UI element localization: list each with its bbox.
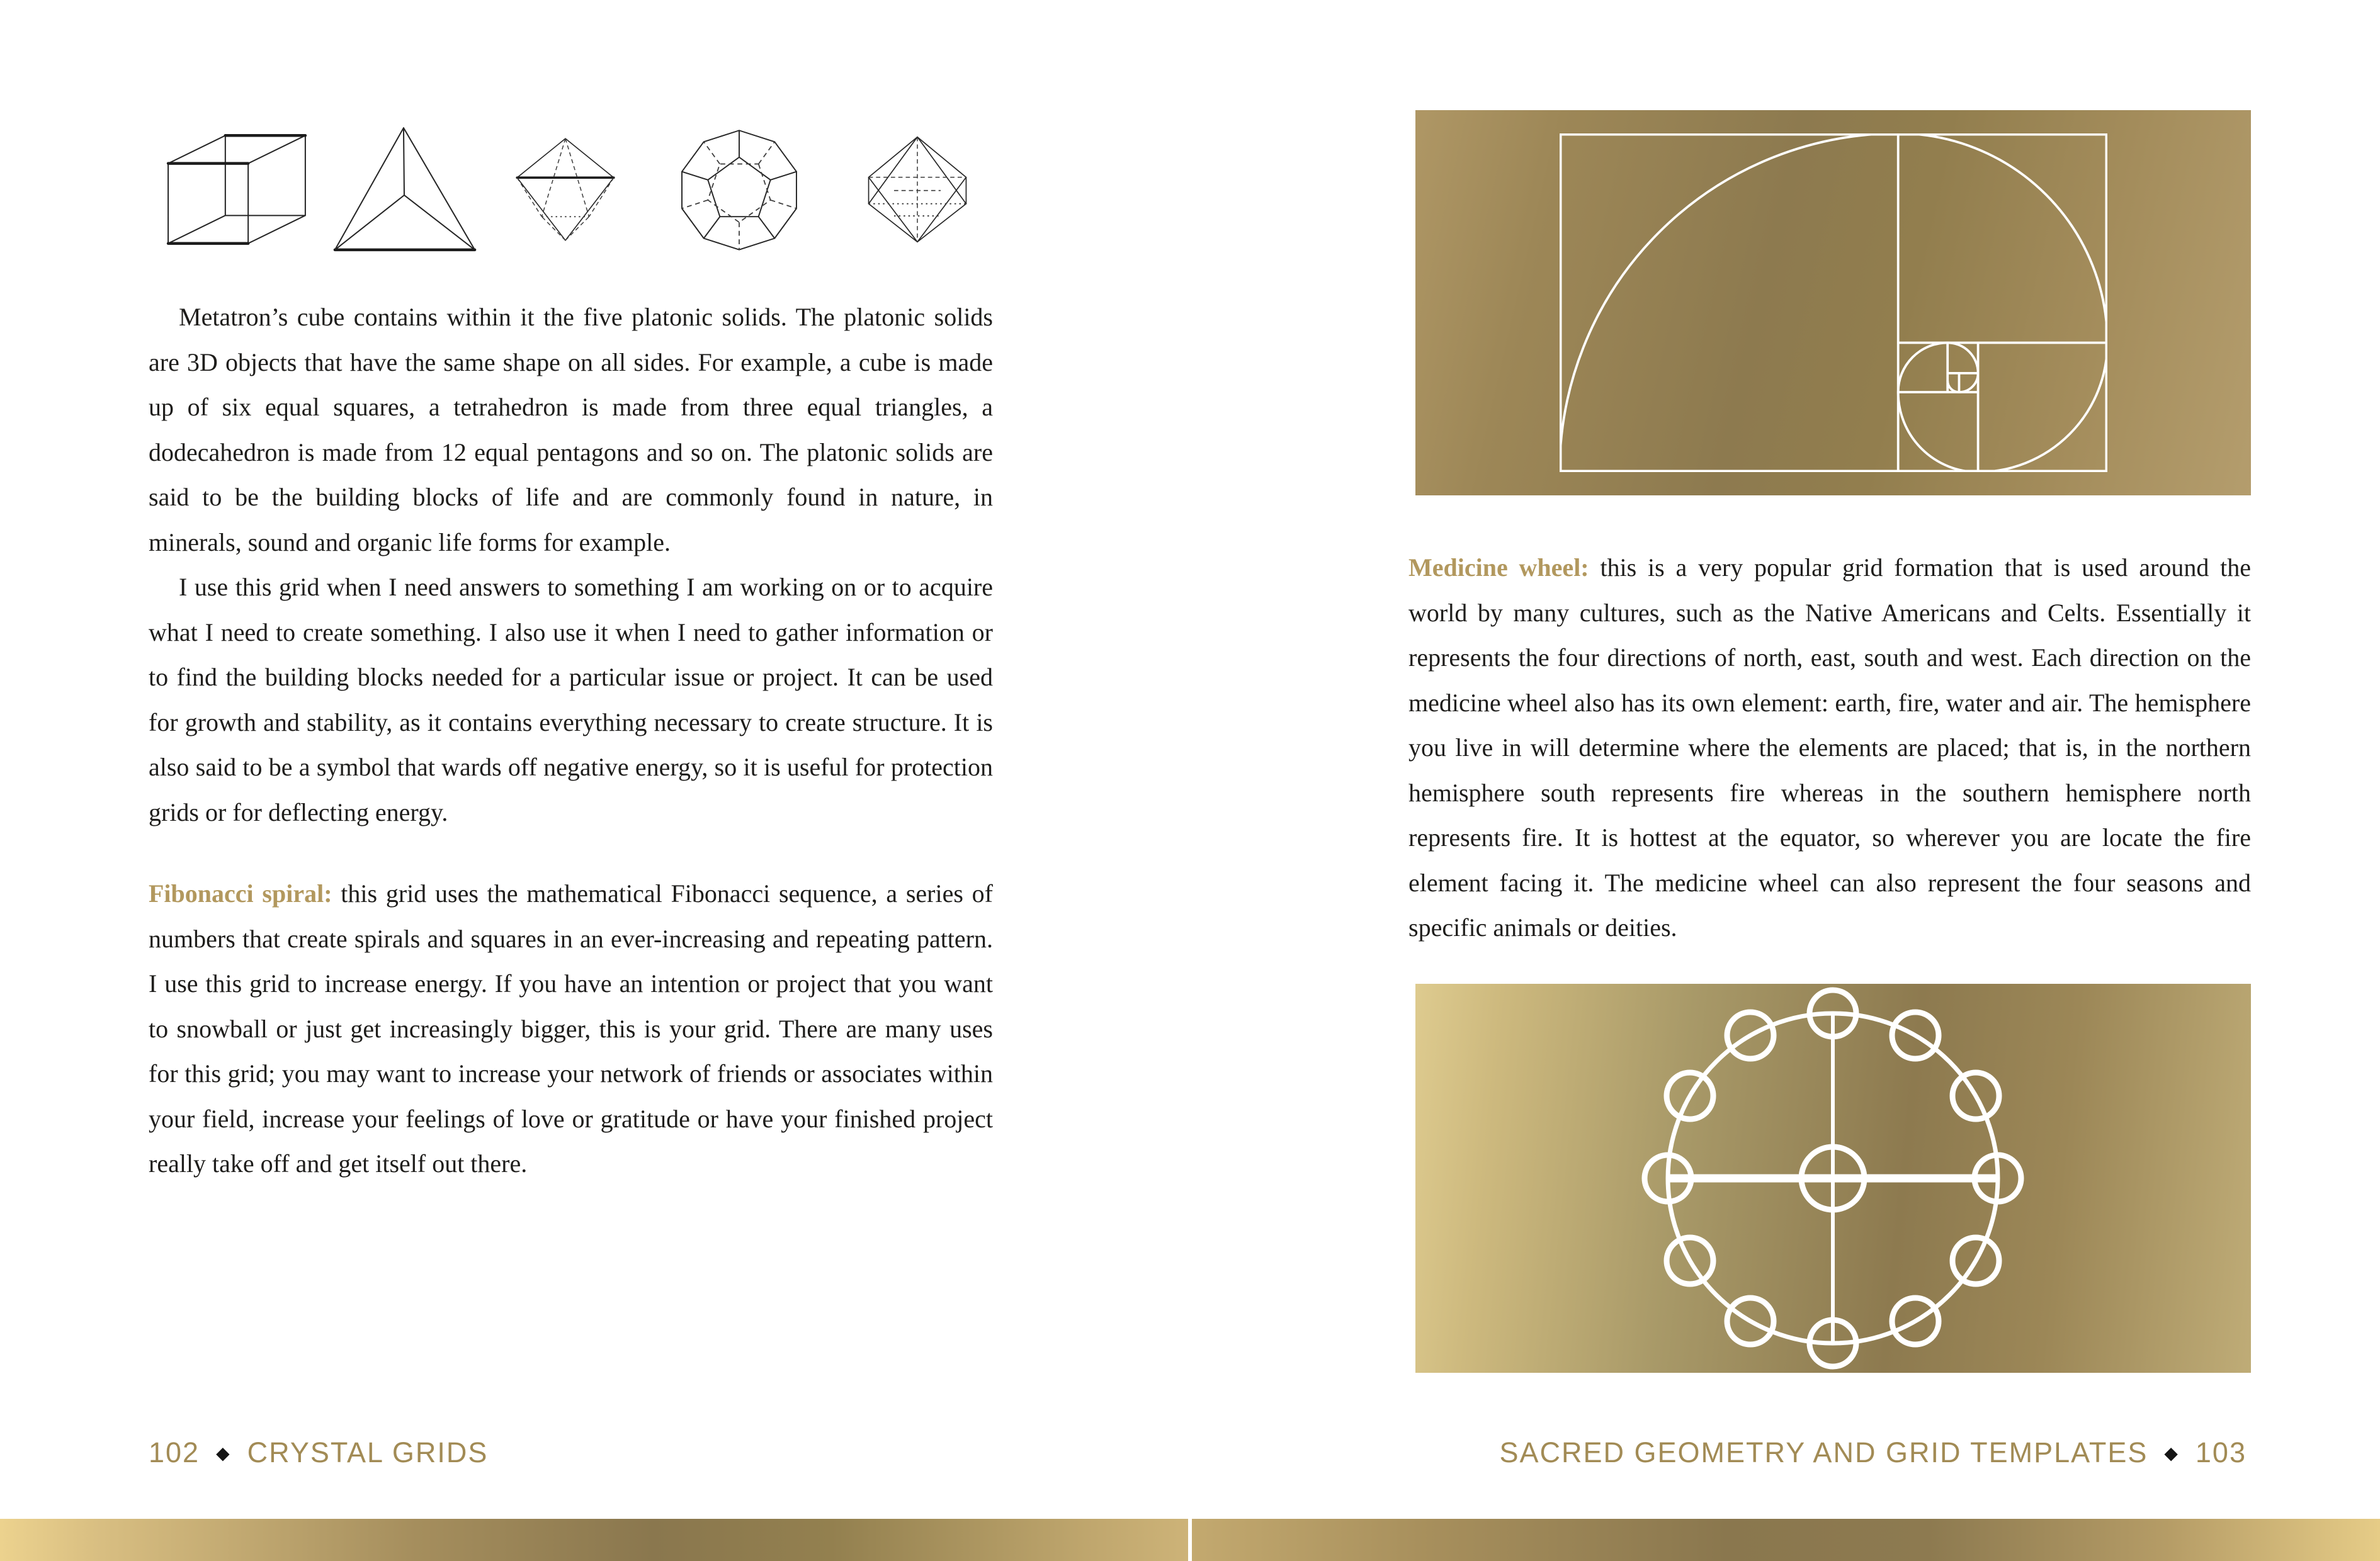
paragraph-medicine-wheel — [1408, 545, 2251, 950]
page-number: 103 — [2195, 1436, 2247, 1468]
right-text-column — [1408, 545, 2251, 950]
page-right — [1190, 0, 2380, 1561]
fibonacci-spiral-text: this grid uses the mathematical Fibonacci sequence, a series of numbers that create spirals and squares in an ever-increasing and repeating pattern. I use this grid to increase energy. If you have an intention or project that you want to snowball or just get increasingly bigger, this is your grid. There are many uses for this grid; you may want to increase your network of friends or associates within your field, increase your feelings of love or gratitude or have your finished project really take off and get itself out there. — [149, 879, 993, 1178]
page-number: 102 — [149, 1436, 200, 1468]
paragraph-metatron: Metatron’s cube contains within it the five platonic solids. The platonic solids are 3D objects that have the same shape on all sides. For example, a cube is made up of six equal squares, a tetrahedron is made from three equal triangles, a dodecahedron is made from 12 equal pentagons and so on. The platonic solids are said to be the building blocks of life and are commonly found in nature, in minerals, sound and organic life forms for example. — [149, 303, 993, 556]
bottom-gold-bar-left — [0, 1519, 1188, 1561]
cube-icon — [161, 123, 313, 256]
bottom-gold-bar-right — [1192, 1519, 2380, 1561]
fibonacci-spiral-label: Fibonacci spiral: — [149, 879, 332, 908]
chapter-label: SACRED GEOMETRY AND GRID TEMPLATES — [1499, 1436, 2148, 1468]
octahedron-icon — [504, 123, 627, 256]
fibonacci-spiral-figure — [1415, 110, 2251, 495]
diamond-separator-icon: ◆ — [216, 1442, 231, 1463]
footer-left — [149, 1436, 488, 1469]
medicine-wheel-diagram — [1415, 984, 2251, 1373]
left-text-column — [149, 295, 993, 1186]
tetrahedron-icon — [327, 123, 482, 256]
paragraph-grid-usage: I use this grid when I need answers to something I am working on or to acquire what I need to create something. I also use it when I need to gather information or to find the building blocks needed for a particular issue or project. It can be used for growth and stability, as it contains everything necessary to create structure. It is also said to be a symbol that wards off negative energy, so it is useful for protection grids or for deflecting energy. — [149, 573, 993, 826]
icosahedron-icon — [854, 123, 981, 256]
footer-right — [1499, 1436, 2247, 1469]
dodecahedron-icon — [666, 123, 812, 256]
diamond-separator-icon: ◆ — [2164, 1442, 2179, 1463]
medicine-wheel-text: this is a very popular grid formation that is used around the world by many cultures, such as the Native Americans and Celts. Essentially it represents the four directions of north, east, south and west. Each direction on the medicine wheel also has its own element: earth, fire, water and air. The hemisphere you live in will determine where the elements are placed; that is, in the northern hemisphere south represents fire whereas in the southern hemisphere north represents fire. It is hottest at the equator, so wherever you are locate the fire element facing it. The medicine wheel can also represent the four seasons and specific animals or deities. — [1408, 553, 2251, 942]
paragraph-fibonacci-spiral — [149, 871, 993, 1186]
chapter-label: CRYSTAL GRIDS — [247, 1436, 489, 1468]
fibonacci-spiral-diagram — [1560, 133, 2107, 472]
medicine-wheel-label: Medicine wheel: — [1408, 553, 1589, 582]
medicine-wheel-figure — [1415, 984, 2251, 1373]
